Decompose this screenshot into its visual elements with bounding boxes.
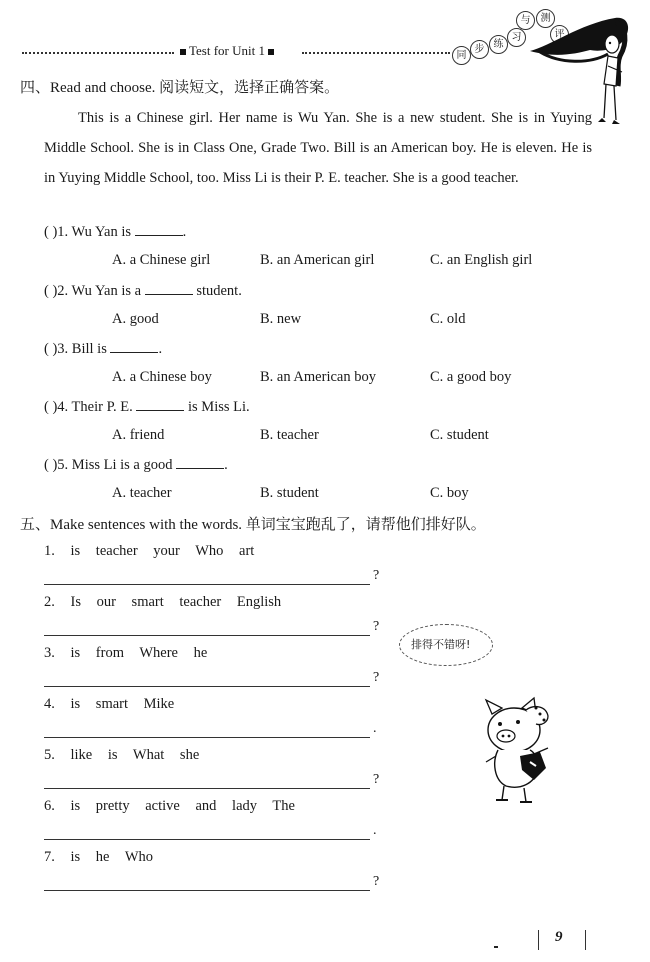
badge-char: 习 — [507, 28, 526, 47]
header-rule-left — [22, 52, 174, 54]
question-number: ( )1. — [44, 224, 69, 240]
answer-line-1[interactable] — [44, 584, 370, 585]
option-a[interactable]: A. friend — [112, 427, 165, 443]
question-number: ( )2. — [44, 283, 69, 299]
end-punctuation: . — [373, 823, 377, 838]
square-bullet-icon — [268, 49, 274, 55]
page-number: 9 — [555, 929, 563, 945]
section-5-title: 五、Make sentences with the words. 单词宝宝跑乱了，请帮他们排好队。 — [20, 517, 486, 533]
question-number: ( )4. — [44, 399, 69, 415]
header-rule-right — [302, 52, 450, 54]
end-punctuation: ? — [373, 568, 380, 583]
section-4-title: 四、Read and choose. 阅读短文，选择正确答案。 — [20, 80, 340, 96]
end-punctuation: ? — [373, 670, 380, 685]
answer-line-7[interactable] — [44, 890, 370, 891]
answer-blank[interactable] — [145, 282, 193, 295]
answer-blank[interactable] — [135, 223, 183, 236]
badge-char: 与 — [516, 11, 535, 30]
scrambled-words-3: 3. is from Where he — [44, 645, 208, 661]
end-punctuation: ? — [373, 874, 380, 889]
badge-char: 测 — [536, 9, 555, 28]
pig-illustration — [476, 690, 566, 810]
option-a[interactable]: A. a Chinese girl — [112, 252, 211, 268]
end-punctuation: ? — [373, 619, 380, 634]
scrambled-words-1: 1. is teacher your Who art — [44, 543, 255, 559]
option-c[interactable]: C. old — [430, 311, 466, 327]
question-5: ( )5. Miss Li is a good . — [44, 457, 228, 473]
answer-blank[interactable] — [136, 398, 184, 411]
question-number: ( )3. — [44, 341, 69, 357]
passage-text: This is a Chinese girl. Her name is Wu Yan. She is a new student. She is in Yuying Middle School. She is in Class One, Grade Two. Bill is an American boy. He is eleven. He is in Yuying Middle School, too. Miss Li is their P. E. teacher. She is a good teacher. — [44, 110, 592, 186]
badge-char: 步 — [470, 40, 489, 59]
option-c[interactable]: C. an English girl — [430, 252, 533, 268]
header-title: Test for Unit 1 — [177, 43, 277, 59]
option-c[interactable]: C. boy — [430, 485, 469, 501]
option-b[interactable]: B. new — [260, 311, 302, 327]
answer-line-5[interactable] — [44, 788, 370, 789]
answer-line-3[interactable] — [44, 686, 370, 687]
answer-blank[interactable] — [176, 456, 224, 469]
scrambled-words-5: 5. like is What she — [44, 747, 200, 763]
answer-line-4[interactable] — [44, 737, 370, 738]
question-stem: Wu Yan is — [71, 224, 131, 240]
scrambled-words-6: 6. is pretty active and lady The — [44, 798, 295, 814]
option-b[interactable]: B. an American girl — [260, 252, 375, 268]
question-stem: Miss Li is a good — [71, 457, 173, 473]
badge-char: 评 — [550, 25, 569, 44]
square-bullet-icon — [180, 49, 186, 55]
question-stem: Their P. E. — [71, 399, 133, 415]
speech-bubble-text: 排得不错呀! — [411, 638, 471, 651]
question-stem: Wu Yan is a — [71, 283, 142, 299]
question-1: ( )1. Wu Yan is . — [44, 224, 187, 240]
option-a[interactable]: A. a Chinese boy — [112, 369, 212, 385]
scrambled-words-7: 7. is he Who — [44, 849, 154, 865]
question-4: ( )4. Their P. E. is Miss Li. — [44, 399, 250, 415]
option-b[interactable]: B. student — [260, 485, 319, 501]
answer-line-2[interactable] — [44, 635, 370, 636]
question-number: ( )5. — [44, 457, 69, 473]
scrambled-words-4: 4. is smart Mike — [44, 696, 175, 712]
reading-passage — [44, 103, 592, 193]
option-a[interactable]: A. teacher — [112, 485, 172, 501]
answer-blank[interactable] — [110, 340, 158, 353]
end-punctuation: . — [373, 721, 377, 736]
answer-line-6[interactable] — [44, 839, 370, 840]
option-a[interactable]: A. good — [112, 311, 159, 327]
end-punctuation: ? — [373, 772, 380, 787]
option-b[interactable]: B. an American boy — [260, 369, 376, 385]
footer-dot — [494, 946, 498, 948]
badge-char: 同 — [452, 46, 471, 65]
scrambled-words-2: 2. Is our smart teacher English — [44, 594, 282, 610]
option-b[interactable]: B. teacher — [260, 427, 319, 443]
option-c[interactable]: C. student — [430, 427, 489, 443]
question-stem: Bill is — [71, 341, 107, 357]
option-c[interactable]: C. a good boy — [430, 369, 512, 385]
question-2: ( )2. Wu Yan is a student. — [44, 283, 242, 299]
question-3: ( )3. Bill is . — [44, 341, 163, 357]
badge-char: 练 — [489, 35, 508, 54]
